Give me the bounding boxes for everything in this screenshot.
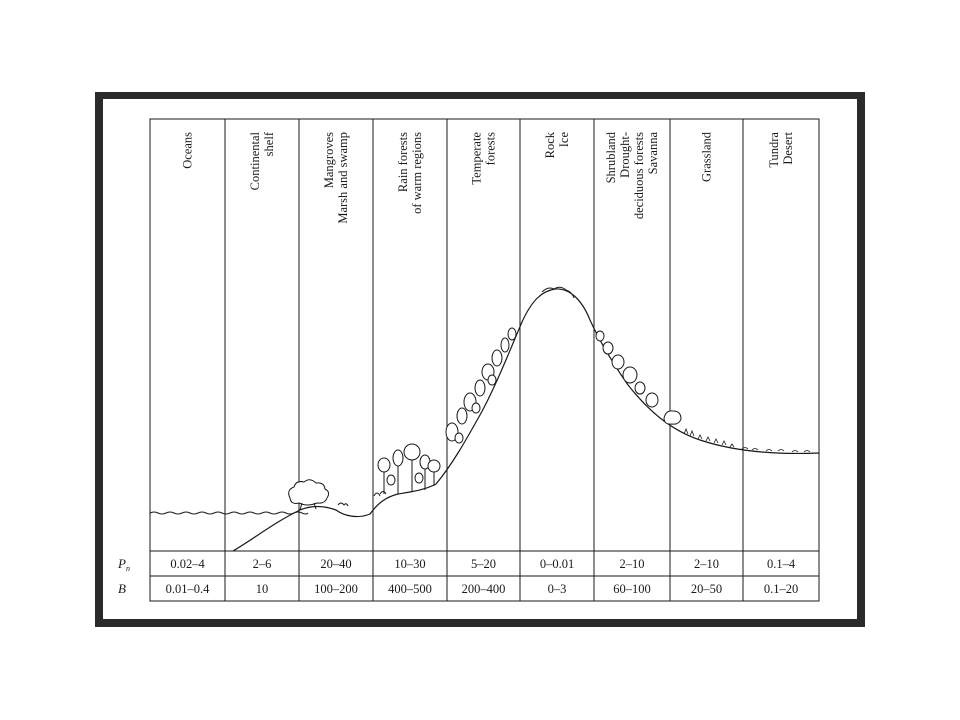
pn-row (170, 557, 796, 571)
pn-value-cell: 2–10 (694, 557, 719, 571)
column-header-line: Tundra (767, 132, 781, 168)
column-header-line: Rock (543, 132, 557, 159)
pn-value-cell: 2–6 (252, 557, 272, 571)
column-header-line: Rain forests (396, 132, 410, 193)
column-header-line: Grassland (699, 132, 714, 182)
b-value-cell: 20–50 (690, 582, 723, 596)
column-header-line: forests (483, 132, 498, 166)
pn-value-cell: 20–40 (320, 557, 352, 571)
pn-value-cell: 2–10 (619, 557, 645, 571)
b-value-cell: 0.1–20 (763, 582, 799, 596)
column-header-line: Temperate (469, 132, 484, 185)
b-value-cell: 10 (255, 582, 269, 596)
mangrove-vegetation (289, 480, 348, 510)
column-dividers (225, 119, 743, 601)
shrubland-vegetation (596, 331, 681, 424)
column-header-line: Savanna (646, 132, 660, 175)
b-row-label: B (118, 581, 126, 596)
b-value-cell: 60–100 (613, 582, 651, 596)
b-value-cell: 100–200 (314, 582, 358, 596)
pn-row-label: $P_n$ (118, 556, 130, 573)
column-header-line: Mangroves (322, 132, 336, 189)
pn-value-cell: 0.1–4 (766, 557, 796, 571)
column-header-line: shelf (262, 132, 276, 157)
b-value-cell: 200–400 (461, 582, 506, 596)
b-row (166, 582, 799, 596)
b-value-cell: 400–500 (388, 582, 432, 596)
pn-value-cell: 0–0.01 (539, 557, 575, 571)
pn-value-cell: 10–30 (394, 557, 426, 571)
b-value-cell: 0–3 (547, 582, 567, 596)
rainforest-trees (374, 444, 440, 496)
pn-value-cell: 0.02–4 (170, 557, 205, 571)
column-headers (181, 131, 796, 223)
column-header-line: Desert (781, 132, 795, 165)
b-value-cell: 0.01–0.4 (165, 582, 210, 596)
column-header-line: of warm regions (410, 132, 424, 214)
terrain-profile (233, 289, 819, 551)
column-header-line: deciduous forests (632, 132, 646, 220)
sea-surface-line (150, 512, 308, 514)
column-header-line: Drought- (618, 132, 632, 178)
column-header-line: Marsh and swamp (336, 132, 350, 224)
pn-value-cell: 5–20 (471, 557, 496, 571)
column-header-line: Shrubland (604, 132, 618, 184)
column-header-line: Oceans (180, 132, 195, 169)
temperate-forest-trees (446, 328, 516, 443)
column-header-line: Ice (557, 132, 571, 148)
column-header-line: Continental (248, 132, 262, 191)
